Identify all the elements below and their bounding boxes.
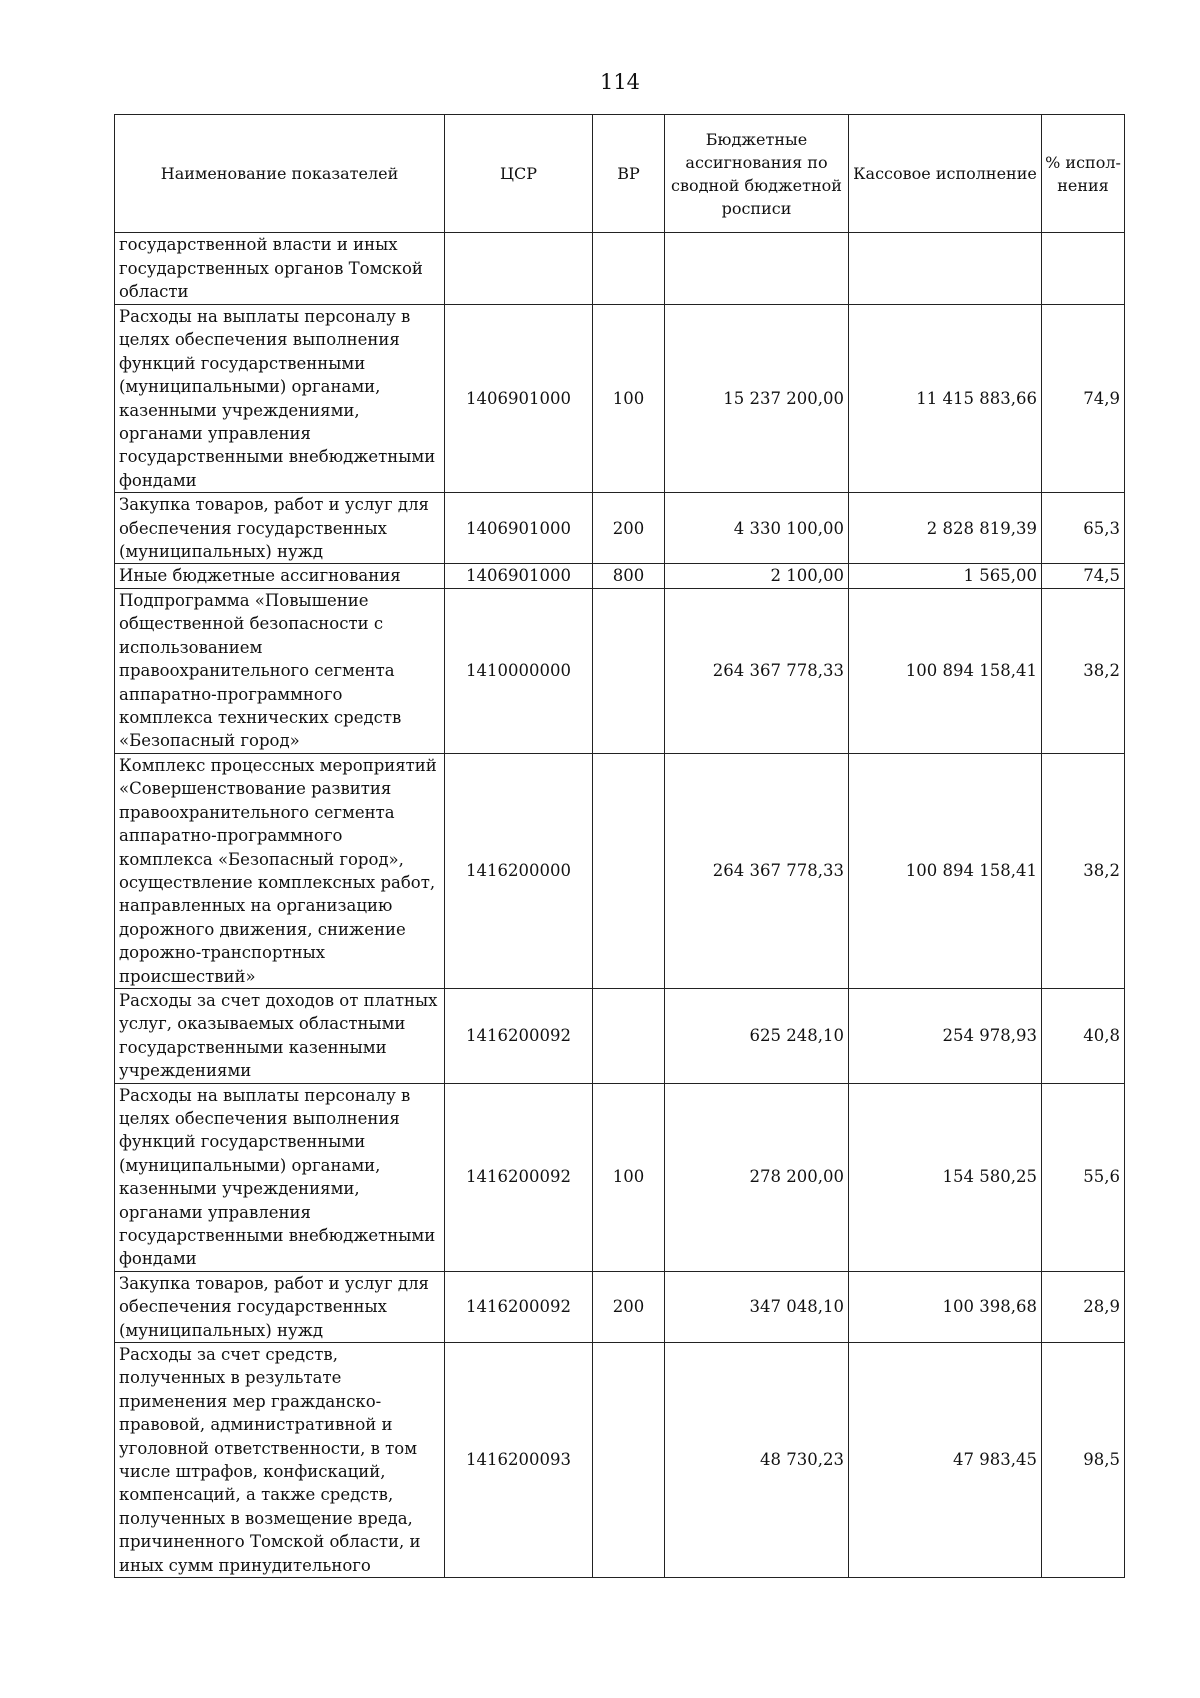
row-percent: 38,2 [1042,588,1125,753]
row-csr: 1410000000 [445,588,593,753]
table-row [115,233,1125,305]
row-csr: 1416200000 [445,753,593,988]
header-allocations: Бюджетные ассигнования по сводной бюджетной росписи [665,115,849,233]
row-percent: 74,9 [1042,305,1125,493]
row-name: Закупка товаров, работ и услуг для обеспечения государственных (муниципальных) нужд [115,493,445,564]
page-number: 114 [599,70,641,94]
row-vr [593,1343,665,1578]
row-allocations: 264 367 778,33 [665,753,849,988]
row-allocations: 4 330 100,00 [665,493,849,564]
table-row [115,1343,1125,1578]
row-vr [593,233,665,305]
budget-table [114,114,1125,1578]
row-percent: 28,9 [1042,1271,1125,1342]
header-vr: ВР [593,115,665,233]
row-vr [593,753,665,988]
table-row [115,753,1125,988]
row-allocations: 2 100,00 [665,564,849,588]
row-name: Расходы на выплаты персоналу в целях обеспечения выполнения функций государственными (муниципальными) органами, казенными учреждениями, органами управления государственными внебюджетными фондами [115,1083,445,1271]
row-cash [849,233,1042,305]
row-cash: 100 398,68 [849,1271,1042,1342]
row-name: Расходы за счет средств, полученных в результате применения мер гражданско-правовой, административной и уголовной ответственности, в том числе штрафов, конфискаций, компенсаций, а также средств, полученных в возмещение вреда, причиненного Томской области, и иных сумм принудительного [115,1343,445,1578]
row-vr: 200 [593,493,665,564]
row-csr: 1406901000 [445,564,593,588]
row-csr: 1416200092 [445,1271,593,1342]
row-cash: 1 565,00 [849,564,1042,588]
table-row [115,988,1125,1083]
row-name: государственной власти и иных государственных органов Томской области [115,233,445,305]
header-percent: % испол-нения [1042,115,1125,233]
row-vr: 100 [593,1083,665,1271]
row-vr: 100 [593,305,665,493]
row-name: Закупка товаров, работ и услуг для обеспечения государственных (муниципальных) нужд [115,1271,445,1342]
row-allocations: 625 248,10 [665,988,849,1083]
header-cash-execution: Кассовое исполнение [849,115,1042,233]
row-csr: 1406901000 [445,493,593,564]
row-name: Иные бюджетные ассигнования [115,564,445,588]
row-allocations: 278 200,00 [665,1083,849,1271]
table-header-row [115,115,1125,233]
row-vr: 800 [593,564,665,588]
row-allocations: 347 048,10 [665,1271,849,1342]
row-cash: 100 894 158,41 [849,753,1042,988]
row-csr: 1416200093 [445,1343,593,1578]
row-cash: 154 580,25 [849,1083,1042,1271]
row-percent: 98,5 [1042,1343,1125,1578]
table-row [115,564,1125,588]
row-percent: 38,2 [1042,753,1125,988]
row-cash: 254 978,93 [849,988,1042,1083]
row-vr: 200 [593,1271,665,1342]
header-name: Наименование показателей [115,115,445,233]
table-row [115,1271,1125,1342]
row-name: Расходы за счет доходов от платных услуг, оказываемых областными государственными казенными учреждениями [115,988,445,1083]
row-cash: 11 415 883,66 [849,305,1042,493]
row-name: Подпрограмма «Повышение общественной безопасности с использованием правоохранительного сегмента аппаратно-программного комплекса технических средств «Безопасный город» [115,588,445,753]
row-cash: 100 894 158,41 [849,588,1042,753]
row-allocations: 15 237 200,00 [665,305,849,493]
table-row [115,493,1125,564]
header-csr: ЦСР [445,115,593,233]
row-cash: 47 983,45 [849,1343,1042,1578]
row-percent: 74,5 [1042,564,1125,588]
row-cash: 2 828 819,39 [849,493,1042,564]
table-row [115,588,1125,753]
row-percent [1042,233,1125,305]
row-percent: 55,6 [1042,1083,1125,1271]
row-percent: 65,3 [1042,493,1125,564]
row-csr: 1416200092 [445,1083,593,1271]
row-allocations: 264 367 778,33 [665,588,849,753]
row-vr [593,588,665,753]
table-row [115,1083,1125,1271]
row-vr [593,988,665,1083]
row-csr [445,233,593,305]
row-percent: 40,8 [1042,988,1125,1083]
row-allocations: 48 730,23 [665,1343,849,1578]
row-name: Расходы на выплаты персоналу в целях обеспечения выполнения функций государственными (муниципальными) органами, казенными учреждениями, органами управления государственными внебюджетными фондами [115,305,445,493]
row-allocations [665,233,849,305]
row-csr: 1416200092 [445,988,593,1083]
table-row [115,305,1125,493]
row-name: Комплекс процессных мероприятий «Совершенствование развития правоохранительного сегмента аппаратно-программного комплекса «Безопасный город», осуществление комплексных работ, направленных на организацию дорожного движения, снижение дорожно-транспортных происшествий» [115,753,445,988]
row-csr: 1406901000 [445,305,593,493]
